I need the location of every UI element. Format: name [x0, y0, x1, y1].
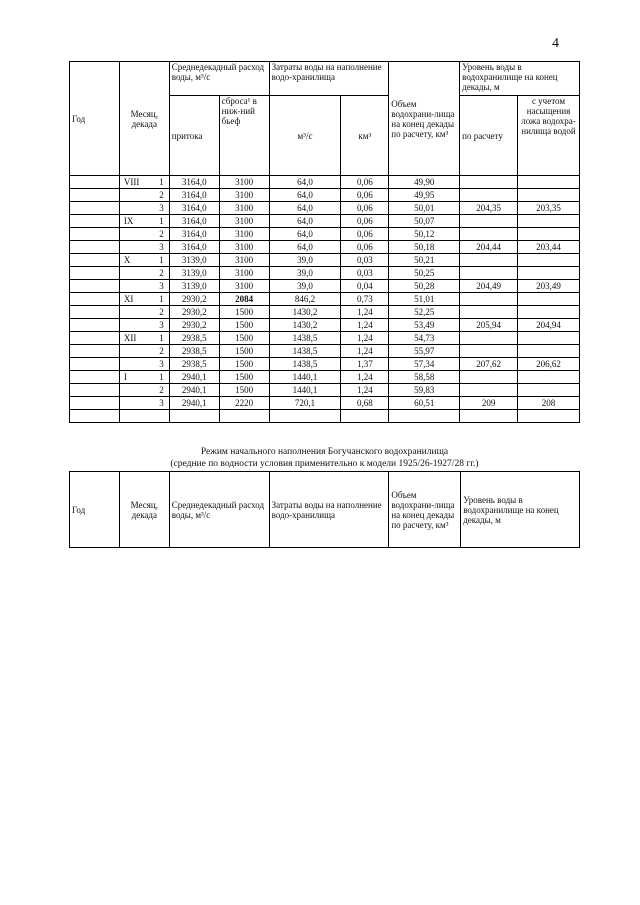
- cell-km3: 0,06: [341, 202, 389, 215]
- cell-month-decade: [119, 189, 169, 202]
- header-volume: Объем водохрани-лища на конец декады по расчету, км³: [389, 62, 460, 176]
- cell-km3: 1,24: [341, 319, 389, 332]
- cell-month-decade: [119, 384, 169, 397]
- cell-km3: 0,03: [341, 267, 389, 280]
- cell-m3s: 1438,5: [269, 345, 341, 358]
- cell-volume: 49,90: [389, 176, 460, 189]
- cell-year: [70, 306, 120, 319]
- table-row: [70, 176, 580, 189]
- table-row: [70, 345, 580, 358]
- table-row: [70, 371, 580, 384]
- cell-level-sat: [518, 306, 580, 319]
- cell-discharge: 1500: [219, 332, 269, 345]
- cell-discharge: 2220: [219, 397, 269, 410]
- cell-inflow: 3164,0: [169, 215, 219, 228]
- cell-inflow: 3164,0: [169, 202, 219, 215]
- cell-level-sat: [518, 254, 580, 267]
- table-row: [70, 293, 580, 306]
- cell-discharge: 3100: [219, 215, 269, 228]
- cell-level-sat: [518, 293, 580, 306]
- cell-year: [70, 384, 120, 397]
- decade-label: 2: [159, 190, 164, 200]
- cell-year: [70, 371, 120, 384]
- header2-month: Месяц, декада: [119, 472, 169, 548]
- cell-discharge: 3100: [219, 267, 269, 280]
- header2-water-cost: Затраты воды на наполнение водо-хранилища: [269, 472, 389, 548]
- decade-label: 1: [159, 372, 164, 382]
- table-row: [70, 332, 580, 345]
- cell-year: [70, 280, 120, 293]
- cell-inflow: 2940,1: [169, 384, 219, 397]
- reservoir-filling-table: [69, 61, 580, 423]
- cell-level-sat: [518, 410, 580, 423]
- table-row: [70, 280, 580, 293]
- cell-level-sat: 203,49: [518, 280, 580, 293]
- cell-month-decade: [119, 176, 169, 189]
- cell-km3: 0,06: [341, 189, 389, 202]
- table-row: [70, 358, 580, 371]
- cell-m3s: 1440,1: [269, 371, 341, 384]
- cell-km3: 0,06: [341, 241, 389, 254]
- cell-volume: 50,25: [389, 267, 460, 280]
- cell-m3s: 39,0: [269, 280, 341, 293]
- header-discharge: сброса¹ в ниж-ний бьеф: [219, 96, 269, 176]
- cell-discharge: [219, 410, 269, 423]
- decade-label: 1: [159, 255, 164, 265]
- cell-volume: 57,34: [389, 358, 460, 371]
- cell-km3: 1,24: [341, 306, 389, 319]
- cell-month-decade: [119, 215, 169, 228]
- cell-month-decade: [119, 293, 169, 306]
- month-label: IX: [123, 216, 134, 226]
- header-month: Месяц, декада: [119, 62, 169, 176]
- cell-month-decade: [119, 228, 169, 241]
- cell-km3: 0,06: [341, 228, 389, 241]
- cell-level-sat: [518, 267, 580, 280]
- cell-discharge: 3100: [219, 241, 269, 254]
- decade-label: 1: [159, 177, 164, 187]
- cell-level-calc: 205,94: [460, 319, 518, 332]
- table-row: [70, 306, 580, 319]
- cell-month-decade: [119, 319, 169, 332]
- cell-volume: 55,97: [389, 345, 460, 358]
- cell-volume: 53,49: [389, 319, 460, 332]
- cell-level-calc: [460, 345, 518, 358]
- cell-volume: 50,12: [389, 228, 460, 241]
- month-label: VIII: [123, 177, 140, 187]
- cell-level-calc: 204,44: [460, 241, 518, 254]
- header-level: Уровень воды в водохранилище на конец декады, м: [460, 62, 580, 96]
- cell-level-calc: [460, 267, 518, 280]
- boguchany-filling-table: [69, 471, 580, 548]
- header-m3s: м³/с: [269, 96, 341, 176]
- cell-level-sat: 208: [518, 397, 580, 410]
- cell-level-calc: [460, 293, 518, 306]
- cell-level-calc: 207,62: [460, 358, 518, 371]
- cell-volume: 50,01: [389, 202, 460, 215]
- cell-month-decade: [119, 397, 169, 410]
- month-label: I: [123, 372, 127, 382]
- cell-month-decade: [119, 202, 169, 215]
- cell-year: [70, 189, 120, 202]
- cell-level-calc: [460, 384, 518, 397]
- table-row: [70, 319, 580, 332]
- cell-month-decade: [119, 332, 169, 345]
- cell-month-decade: [119, 241, 169, 254]
- cell-m3s: 39,0: [269, 254, 341, 267]
- table-row: [70, 254, 580, 267]
- header2-year: Год: [70, 472, 120, 548]
- cell-year: [70, 241, 120, 254]
- cell-level-sat: [518, 332, 580, 345]
- header-km3: км³: [341, 96, 389, 176]
- cell-km3: 0,03: [341, 254, 389, 267]
- cell-level-calc: 204,49: [460, 280, 518, 293]
- cell-volume: 50,18: [389, 241, 460, 254]
- cell-month-decade: [119, 371, 169, 384]
- cell-m3s: 64,0: [269, 228, 341, 241]
- cell-m3s: 1440,1: [269, 384, 341, 397]
- cell-km3: 1,24: [341, 332, 389, 345]
- cell-volume: 52,25: [389, 306, 460, 319]
- cell-km3: 0,06: [341, 215, 389, 228]
- decade-label: 3: [159, 281, 164, 291]
- table-row: [70, 384, 580, 397]
- decade-label: 2: [159, 307, 164, 317]
- decade-label: 2: [159, 268, 164, 278]
- decade-label: 3: [159, 242, 164, 252]
- month-label: XI: [123, 294, 134, 304]
- cell-volume: 50,28: [389, 280, 460, 293]
- cell-inflow: 2938,5: [169, 332, 219, 345]
- header-water-cost: Затраты воды на наполнение водо-хранилища: [269, 62, 389, 96]
- decade-label: 2: [159, 385, 164, 395]
- cell-level-sat: 206,62: [518, 358, 580, 371]
- cell-volume: 58,58: [389, 371, 460, 384]
- cell-level-calc: [460, 254, 518, 267]
- cell-level-calc: 204,35: [460, 202, 518, 215]
- cell-discharge: 1500: [219, 319, 269, 332]
- cell-discharge: 3100: [219, 280, 269, 293]
- cell-year: [70, 410, 120, 423]
- cell-km3: 1,24: [341, 345, 389, 358]
- cell-discharge: 3100: [219, 228, 269, 241]
- cell-month-decade: [119, 280, 169, 293]
- cell-level-sat: 203,35: [518, 202, 580, 215]
- table-row: [70, 410, 580, 423]
- cell-month-decade: [119, 345, 169, 358]
- cell-m3s: 1430,2: [269, 319, 341, 332]
- cell-inflow: 3139,0: [169, 254, 219, 267]
- decade-label: 3: [159, 320, 164, 330]
- table-row: [70, 267, 580, 280]
- cell-discharge: 3100: [219, 254, 269, 267]
- cell-volume: 51,01: [389, 293, 460, 306]
- cell-year: [70, 319, 120, 332]
- cell-level-sat: [518, 371, 580, 384]
- cell-level-sat: [518, 215, 580, 228]
- page-number: 4: [552, 36, 559, 51]
- cell-level-calc: [460, 410, 518, 423]
- header2-avg-flow: Среднедекадный расход воды, м³/с: [169, 472, 269, 548]
- cell-month-decade: [119, 254, 169, 267]
- decade-label: 1: [159, 294, 164, 304]
- cell-inflow: 3164,0: [169, 189, 219, 202]
- cell-inflow: 2940,1: [169, 397, 219, 410]
- cell-year: [70, 397, 120, 410]
- cell-m3s: 1438,5: [269, 358, 341, 371]
- cell-inflow: 2930,2: [169, 319, 219, 332]
- cell-level-calc: [460, 306, 518, 319]
- cell-level-calc: 209: [460, 397, 518, 410]
- table-row: [70, 202, 580, 215]
- cell-inflow: 3164,0: [169, 241, 219, 254]
- decade-label: 3: [159, 203, 164, 213]
- cell-km3: 0,68: [341, 397, 389, 410]
- cell-inflow: 3164,0: [169, 228, 219, 241]
- cell-year: [70, 358, 120, 371]
- cell-km3: [341, 410, 389, 423]
- month-label: XII: [123, 333, 137, 343]
- cell-discharge: 1500: [219, 306, 269, 319]
- cell-inflow: 3139,0: [169, 280, 219, 293]
- cell-level-sat: [518, 384, 580, 397]
- cell-level-sat: 203,44: [518, 241, 580, 254]
- table-row: [70, 228, 580, 241]
- cell-year: [70, 332, 120, 345]
- cell-inflow: [169, 410, 219, 423]
- table-caption-title: Режим начального наполнения Богучанского водохранилища: [200, 447, 449, 457]
- cell-m3s: 64,0: [269, 215, 341, 228]
- cell-level-calc: [460, 215, 518, 228]
- cell-inflow: 2938,5: [169, 358, 219, 371]
- cell-discharge: 1500: [219, 371, 269, 384]
- cell-m3s: 64,0: [269, 176, 341, 189]
- cell-volume: 49,95: [389, 189, 460, 202]
- cell-inflow: 3139,0: [169, 267, 219, 280]
- cell-level-sat: [518, 345, 580, 358]
- header-inflow: притока: [169, 96, 219, 176]
- cell-year: [70, 267, 120, 280]
- cell-km3: 1,24: [341, 371, 389, 384]
- cell-year: [70, 176, 120, 189]
- table-row: [70, 241, 580, 254]
- cell-km3: 1,37: [341, 358, 389, 371]
- cell-inflow: 2938,5: [169, 345, 219, 358]
- cell-discharge: 1500: [219, 358, 269, 371]
- cell-discharge: 1500: [219, 345, 269, 358]
- cell-month-decade: [119, 306, 169, 319]
- cell-inflow: 2930,2: [169, 293, 219, 306]
- decade-label: 1: [159, 333, 164, 343]
- cell-m3s: 1430,2: [269, 306, 341, 319]
- cell-level-sat: [518, 189, 580, 202]
- table-row: [70, 397, 580, 410]
- header-year: Год: [70, 62, 120, 176]
- cell-year: [70, 215, 120, 228]
- cell-month-decade: [119, 358, 169, 371]
- cell-level-calc: [460, 176, 518, 189]
- cell-month-decade: [119, 410, 169, 423]
- table-row: [70, 189, 580, 202]
- cell-discharge: 3100: [219, 176, 269, 189]
- cell-volume: 60,51: [389, 397, 460, 410]
- header-level-saturation: с учетом насыщения ложа водохра-нилища водой: [518, 96, 580, 176]
- cell-km3: 1,24: [341, 384, 389, 397]
- cell-inflow: 2940,1: [169, 371, 219, 384]
- decade-label: 1: [159, 216, 164, 226]
- cell-volume: 50,07: [389, 215, 460, 228]
- cell-m3s: [269, 410, 341, 423]
- cell-inflow: 2930,2: [169, 306, 219, 319]
- header-level-calc: по расчету: [460, 96, 518, 176]
- cell-month-decade: [119, 267, 169, 280]
- month-label: X: [123, 255, 131, 265]
- cell-level-sat: 204,94: [518, 319, 580, 332]
- cell-year: [70, 202, 120, 215]
- decade-label: 2: [159, 229, 164, 239]
- cell-volume: 54,73: [389, 332, 460, 345]
- cell-km3: 0,73: [341, 293, 389, 306]
- decade-label: 3: [159, 398, 164, 408]
- cell-m3s: 64,0: [269, 189, 341, 202]
- cell-level-sat: [518, 228, 580, 241]
- cell-volume: 50,21: [389, 254, 460, 267]
- cell-km3: 0,04: [341, 280, 389, 293]
- cell-m3s: 720,1: [269, 397, 341, 410]
- table-caption-subtitle: (средние по водности условия применительно к модели 1925/26-1927/28 гг.): [170, 459, 479, 469]
- cell-discharge: 3100: [219, 202, 269, 215]
- cell-m3s: 64,0: [269, 202, 341, 215]
- cell-volume: 59,83: [389, 384, 460, 397]
- cell-discharge: 1500: [219, 384, 269, 397]
- header2-volume: Объем водохрани-лища на конец декады по расчету, км³: [389, 472, 461, 548]
- cell-year: [70, 228, 120, 241]
- cell-level-calc: [460, 189, 518, 202]
- cell-year: [70, 293, 120, 306]
- table-row: [70, 215, 580, 228]
- cell-year: [70, 345, 120, 358]
- decade-label: 2: [159, 346, 164, 356]
- cell-m3s: 39,0: [269, 267, 341, 280]
- cell-m3s: 1438,5: [269, 332, 341, 345]
- cell-m3s: 64,0: [269, 241, 341, 254]
- cell-inflow: 3164,0: [169, 176, 219, 189]
- cell-km3: 0,06: [341, 176, 389, 189]
- cell-level-calc: [460, 228, 518, 241]
- cell-volume: [389, 410, 460, 423]
- header-avg-flow: Среднедекадный расход воды, м³/с: [169, 62, 269, 96]
- cell-discharge: 2084: [219, 293, 269, 306]
- decade-label: 3: [159, 359, 164, 369]
- cell-discharge: 3100: [219, 189, 269, 202]
- cell-m3s: 846,2: [269, 293, 341, 306]
- cell-level-calc: [460, 371, 518, 384]
- cell-level-sat: [518, 176, 580, 189]
- cell-year: [70, 254, 120, 267]
- header2-level: Уровень воды в водохранилище на конец декады, м: [461, 472, 580, 548]
- cell-level-calc: [460, 332, 518, 345]
